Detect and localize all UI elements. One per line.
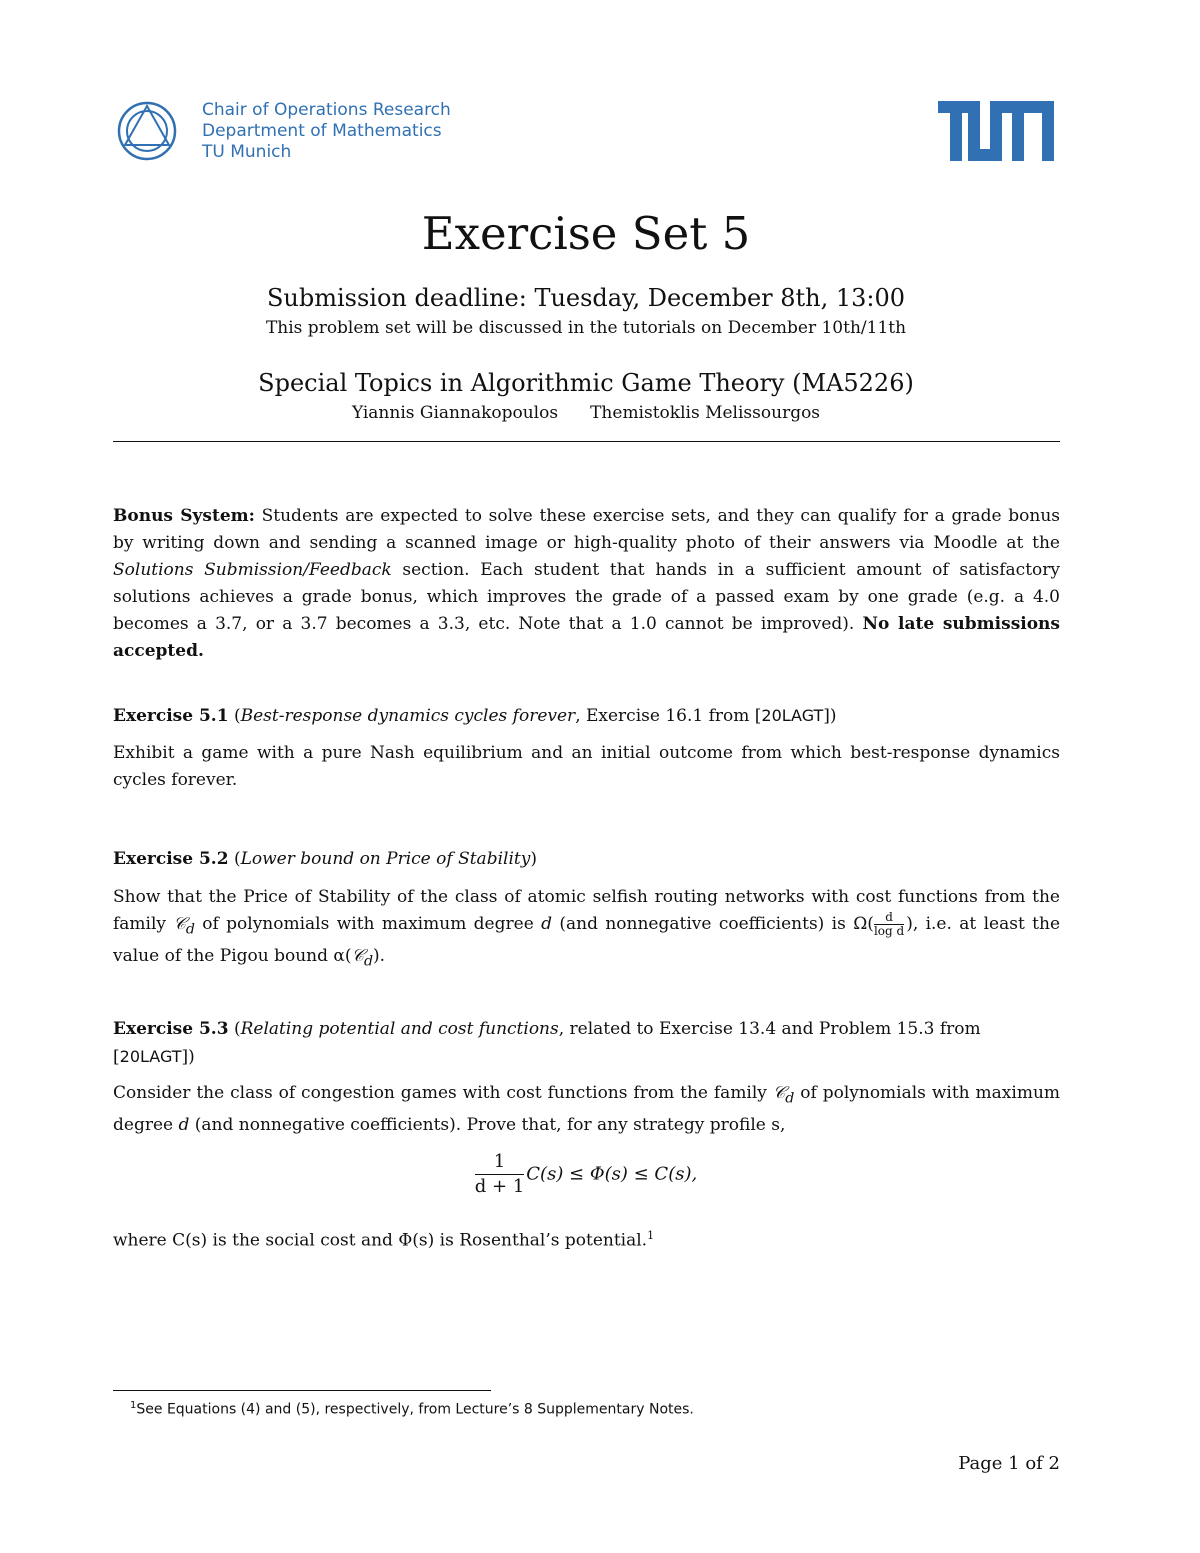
inequality-formula <box>0 1150 1172 1199</box>
footnote <box>130 1396 694 1420</box>
text: ), i.e. at least the value of the Pigou bound α( <box>113 914 1060 967</box>
bonus-section: Solutions Submission/Feedback <box>113 560 392 580</box>
formula-den: d + 1 <box>474 1176 525 1197</box>
exercise-subtitle: Lower bound on Price of Stability <box>240 849 531 869</box>
exercise-5-2-body <box>113 884 1060 976</box>
formula-num: 1 <box>475 1150 525 1175</box>
no-late-notice: No late submissions accepted. <box>113 614 1060 661</box>
math-d: d <box>178 1115 190 1136</box>
reference-link: 20LAGT <box>761 706 824 725</box>
chair-name <box>202 100 451 163</box>
fraction <box>874 911 904 938</box>
exercise-label: Exercise 5.3 <box>113 1019 229 1039</box>
bonus-system-paragraph <box>113 503 1060 665</box>
math-sub: d <box>185 921 195 938</box>
page-number: Page 1 of 2 <box>958 1453 1060 1474</box>
authors <box>0 401 1172 425</box>
text: (and nonnegative coefficients). Prove that, for any strategy profile s, <box>189 1115 786 1136</box>
author-1: Yiannis Giannakopoulos <box>351 403 559 423</box>
exercise-5-1-heading: Exercise 5.1 (Best-response dynamics cycles forever, Exercise 16.1 from [20LAGT]) <box>113 706 837 726</box>
chair-line-3: TU Munich <box>202 142 292 162</box>
exercise-subtitle: Best-response dynamics cycles forever <box>240 706 576 726</box>
chair-logo-icon <box>116 100 178 162</box>
math-Cd: 𝒞 <box>351 946 364 967</box>
header-divider <box>113 441 1060 442</box>
exercise-5-2-heading: Exercise 5.2 (Lower bound on Price of Stability) <box>113 849 537 869</box>
math-sub: d <box>785 1090 795 1107</box>
math-Cd: 𝒞 <box>173 914 186 934</box>
exercise-label: Exercise 5.2 <box>113 849 229 869</box>
submission-deadline: Submission deadline: Tuesday, December 8th, 13:00 <box>266 284 906 312</box>
footnote-text: See Equations (4) and (5), respectively, from Lecture’s 8 Supplementary Notes. <box>136 1401 694 1418</box>
exercise-subtitle: Relating potential and cost functions <box>240 1019 559 1039</box>
discussion-note: This problem set will be discussed in the tutorials on December 10th/11th <box>265 318 907 338</box>
formula-fraction <box>475 1150 525 1199</box>
exercise-label: Exercise 5.1 <box>113 706 229 726</box>
footnote-divider <box>113 1390 491 1391</box>
ref-post: ]) <box>823 706 837 726</box>
text: Show that the Price of Stability of the class of atomic selfish routing networks with cost functions from the family <box>113 887 1060 934</box>
course-title: Special Topics in Algorithmic Game Theory (MA5226) <box>258 369 914 397</box>
footnote-mark: 1 <box>130 1400 137 1411</box>
text: of polynomials with maximum degree <box>194 914 542 934</box>
chair-line-2: Department of Mathematics <box>202 121 442 141</box>
frac-num: d <box>874 911 904 925</box>
reference-link: 20LAGT <box>119 1047 182 1066</box>
math-Cd: 𝒞 <box>772 1083 786 1103</box>
exercise-5-1-body: Exhibit a game with a pure Nash equilibrium and an initial outcome from which best-response dynamics cycles forever. <box>113 743 1060 790</box>
ref-pre: , related to Exercise 13.4 and Problem 15.3 from [ <box>113 1019 981 1067</box>
exercise-5-3-heading: Exercise 5.3 (Relating potential and cost functions, related to Exercise 13.4 and Problem 15.3 from [20LAGT]) <box>113 1019 981 1067</box>
text: of polynomials with maximum degree <box>113 1083 1061 1136</box>
tum-logo-icon <box>938 101 1054 161</box>
text: where C(s) is the social cost and Φ(s) is Rosenthal’s potential. <box>113 1230 648 1251</box>
text: ). <box>373 946 386 967</box>
ref-post: ]) <box>181 1047 195 1067</box>
author-2: Themistoklis Melissourgos <box>590 403 821 423</box>
footnote-marker: 1 <box>647 1229 655 1242</box>
bonus-text-2: section. Each student that hands in a sufficient amount of satisfactory solutions achieves a grade bonus, which improves the grade of a passed exam by one grade (e.g. a 4.0 becomes a 3.7, or a 3.7 becomes a 3.3, etc. Note that a 1.0 cannot be improved). <box>113 560 1060 634</box>
bonus-label: Bonus System: <box>113 506 255 526</box>
chair-line-1: Chair of Operations Research <box>202 100 451 120</box>
math-d: d <box>541 914 553 934</box>
exercise-5-3-conclusion <box>113 1222 1060 1255</box>
bonus-text-1: Students are expected to solve these exercise sets, and they can qualify for a grade bonus by writing down and sending a scanned image or high-quality photo of their answers via Moodle at the <box>113 506 1061 553</box>
text: (and nonnegative coefficients) is Ω( <box>552 914 874 934</box>
formula-rest: C(s) ≤ Φ(s) ≤ C(s), <box>526 1163 698 1185</box>
page-title: Exercise Set 5 <box>421 207 751 260</box>
ref-pre: , Exercise 16.1 from [ <box>575 706 762 726</box>
exercise-5-3-body <box>113 1080 1060 1139</box>
frac-den: log d <box>873 924 905 938</box>
math-sub: d <box>363 953 373 970</box>
text: Consider the class of congestion games with cost functions from the family <box>113 1083 773 1103</box>
